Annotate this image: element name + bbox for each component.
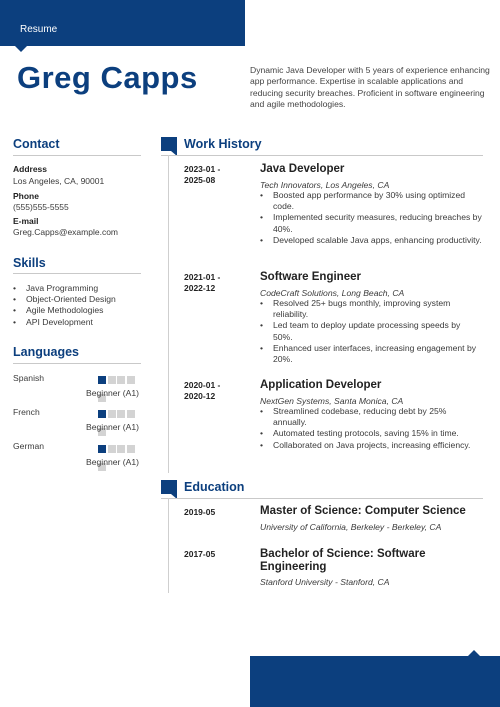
list-item: • Streamlined codebase, reducing debt by 25% annually.: [260, 406, 482, 428]
rating-square-filled: [98, 445, 106, 453]
education-timeline-line: [168, 498, 169, 593]
job-start: 2023-01 -: [184, 164, 221, 174]
job-bullets: [260, 298, 482, 365]
language-rating: [98, 376, 144, 384]
degree-title: Bachelor of Science: Software Engineering: [260, 548, 426, 573]
job-title: Java Developer: [260, 163, 345, 175]
language-level: Beginner (A1): [86, 422, 140, 432]
skills-heading: Skills: [13, 256, 46, 270]
language-name: French: [13, 407, 40, 417]
job-company: NextGen Systems, Santa Monica, CA: [260, 396, 404, 406]
edu-date: 2017-05: [184, 549, 216, 559]
contact-heading: Contact: [13, 137, 60, 151]
rating-square-empty: [127, 410, 135, 418]
education-heading: Education: [184, 480, 245, 494]
list-item: • Led team to deploy update processing speeds by 50%.: [260, 320, 482, 342]
phone-value: (555)555-5555: [13, 202, 69, 212]
list-item: • Developed scalable Java apps, enhancing productivity.: [260, 235, 482, 246]
languages-heading: Languages: [13, 345, 79, 359]
rating-square-empty: [108, 376, 116, 384]
education-divider: [161, 498, 483, 499]
list-item: • Implemented security measures, reducing breaches by 40%.: [260, 212, 482, 234]
list-item: • API Development: [13, 317, 116, 328]
list-item: • Enhanced user interfaces, increasing engagement by 20%.: [260, 343, 482, 365]
profile-summary: Dynamic Java Developer with 5 years of experience enhancing app performance. Expertise in scalable applications and reducing security breaches. Proficient in software engineering and agile methodologies.: [250, 65, 490, 110]
address-label: Address: [13, 164, 48, 174]
rating-square-empty: [127, 445, 135, 453]
job-title: Software Engineer: [260, 271, 361, 283]
job-title: Application Developer: [260, 379, 382, 391]
address-value: Los Angeles, CA, 90001: [13, 176, 105, 186]
rating-square-empty: [117, 445, 125, 453]
job-bullets: [260, 406, 482, 451]
header-bar: [0, 0, 245, 46]
edu-date: 2019-05: [184, 507, 216, 517]
language-rating: [98, 445, 144, 453]
work-heading: Work History: [184, 137, 262, 151]
job-end: 2022-12: [184, 283, 216, 293]
degree-title: Master of Science: Computer Science: [260, 505, 466, 517]
rating-square-empty: [117, 376, 125, 384]
rating-square-filled: [98, 410, 106, 418]
job-end: 2020-12: [184, 391, 216, 401]
resume-tag: Resume: [20, 24, 58, 35]
rating-square-empty: [127, 376, 135, 384]
email-value[interactable]: Greg.Capps@example.com: [13, 227, 119, 237]
language-level: Beginner (A1): [86, 457, 140, 467]
work-timeline-line: [168, 155, 169, 473]
rating-square-empty: [117, 410, 125, 418]
list-item: • Agile Methodologies: [13, 305, 116, 316]
phone-label: Phone: [13, 191, 39, 201]
skills-divider: [13, 273, 141, 274]
rating-square-filled: [98, 376, 106, 384]
candidate-name: Greg Capps: [17, 60, 198, 95]
school-name: Stanford University - Stanford, CA: [260, 577, 390, 587]
job-dates: [184, 164, 244, 186]
work-divider: [161, 155, 483, 156]
job-company: Tech Innovators, Los Angeles, CA: [260, 180, 390, 190]
rating-square-empty: [108, 445, 116, 453]
email-label: E-mail: [13, 216, 39, 226]
list-item: • Automated testing protocols, saving 15% in time.: [260, 428, 482, 439]
language-name: Spanish: [13, 373, 45, 383]
list-item: • Resolved 25+ bugs monthly, improving system reliability.: [260, 298, 482, 320]
language-name: German: [13, 441, 45, 451]
header-notch: [15, 46, 27, 52]
contact-divider: [13, 155, 141, 156]
rating-square-empty: [108, 410, 116, 418]
list-item: • Java Programming: [13, 283, 116, 294]
job-start: 2021-01 -: [184, 272, 221, 282]
list-item: • Collaborated on Java projects, increasing efficiency.: [260, 440, 482, 451]
job-company: CodeCraft Solutions, Long Beach, CA: [260, 288, 405, 298]
footer-block: [250, 656, 500, 707]
job-dates: [184, 272, 244, 294]
school-name: University of California, Berkeley - Berkeley, CA: [260, 522, 442, 532]
work-flag-icon: [161, 137, 177, 151]
job-end: 2025-08: [184, 175, 216, 185]
list-item: • Boosted app performance by 30% using optimized code.: [260, 190, 482, 212]
skills-list: [13, 283, 116, 328]
languages-divider: [13, 363, 141, 364]
job-dates: [184, 380, 244, 402]
list-item: • Object-Oriented Design: [13, 294, 116, 305]
job-start: 2020-01 -: [184, 380, 221, 390]
job-bullets: [260, 190, 482, 246]
language-rating: [98, 410, 144, 418]
education-flag-icon: [161, 480, 177, 494]
language-level: Beginner (A1): [86, 388, 140, 398]
